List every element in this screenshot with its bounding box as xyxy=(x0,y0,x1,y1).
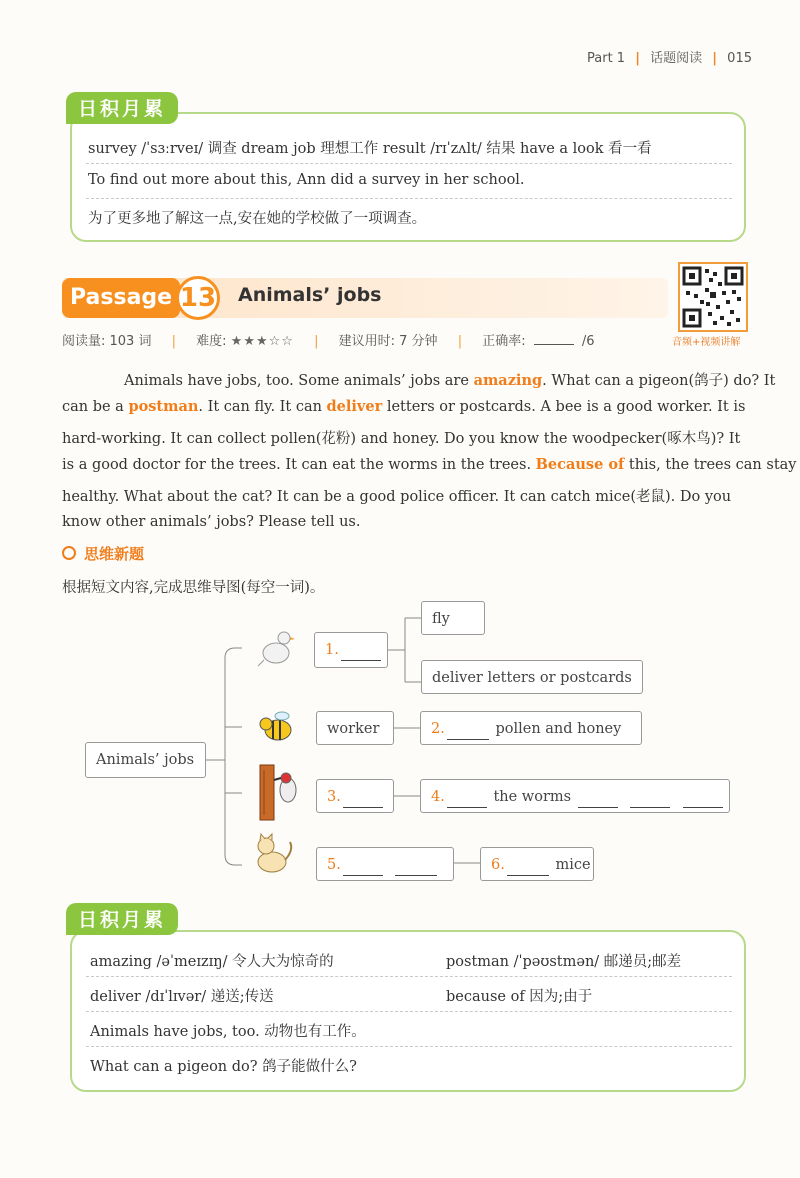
pigeon-icon xyxy=(258,632,295,666)
exercise-title: 思维新题 xyxy=(84,545,145,563)
part-label: Part 1 xyxy=(587,51,626,66)
vocab-box-1-tag: 日积月累 xyxy=(66,92,178,124)
page-header: Part 1 | 话题阅读 | 015 xyxy=(587,51,752,66)
blank-4[interactable]: 4. the worms xyxy=(420,779,730,813)
vocab-line: What can a pigeon do? 鸽子能做什么? xyxy=(90,1059,357,1075)
mind-map-root: Animals’ jobs xyxy=(85,742,206,778)
vocab-line: deliver /dɪˈlɪvər/ 递送;传送 xyxy=(90,989,274,1005)
passage-text: . What can a pigeon(鸽子) do? It xyxy=(542,373,776,389)
blank-3[interactable]: 3. xyxy=(316,779,394,813)
difficulty-stars: ★★★☆☆ xyxy=(230,334,294,349)
passage-text: Animals have jobs, too. Some animals’ jobs are xyxy=(124,373,474,389)
passage-text: this, the trees can stay xyxy=(624,457,797,473)
vocab-line: because of 因为;由于 xyxy=(446,989,593,1005)
qr-caption: 音频+视频讲解 xyxy=(672,337,741,348)
passage-title: Animals’ jobs xyxy=(238,284,382,306)
page-number: 015 xyxy=(727,51,752,66)
vocab-line: Animals have jobs, too. 动物也有工作。 xyxy=(90,1024,366,1040)
vocab-line: postman /ˈpəʊstmən/ 邮递员;邮差 xyxy=(446,954,682,970)
accuracy-label: 正确率: xyxy=(482,334,526,349)
node-fly: fly xyxy=(421,601,485,635)
blank-6[interactable]: 6. mice xyxy=(480,847,594,881)
passage-text: healthy. What about the cat? It can be a good police officer. It can catch mice(老鼠). Do you xyxy=(62,489,732,505)
cat-icon xyxy=(258,834,291,872)
passage-text: is a good doctor for the trees. It can eat the worms in the trees. xyxy=(62,457,536,473)
highlighted-word: Because of xyxy=(535,456,625,473)
bee-icon xyxy=(260,712,291,740)
passage-text: . It can fly. It can xyxy=(198,399,327,415)
vocab-line: 为了更多地了解这一点,安在她的学校做了一项调查。 xyxy=(88,211,427,227)
topic-label: 话题阅读 xyxy=(650,51,703,66)
blank-2[interactable]: 2. pollen and honey xyxy=(420,711,642,745)
vocab-box-2-tag: 日积月累 xyxy=(66,903,178,935)
accuracy-total: /6 xyxy=(581,334,595,349)
vocab-line: survey /ˈsɜːrveɪ/ 调查 dream job 理想工作 result /rɪˈzʌlt/ 结果 have a look 看一看 xyxy=(88,141,652,157)
woodpecker-icon xyxy=(260,765,296,820)
suggested-time: 建议用时: 7 分钟 xyxy=(338,334,438,349)
node-worker: worker xyxy=(316,711,394,745)
word-count: 阅读量: 103 词 xyxy=(62,334,152,349)
passage-number: 13 xyxy=(176,276,220,320)
highlighted-word: postman xyxy=(128,398,199,415)
passage-text: letters or postcards. A bee is a good worker. It is xyxy=(382,399,746,415)
passage-meta: 阅读量: 103 词 | 难度: ★★★☆☆ | 建议用时: 7 分钟 | 正确率: /6 xyxy=(62,334,595,349)
node-deliver: deliver letters or postcards xyxy=(421,660,643,694)
passage-label: Passage xyxy=(62,278,180,318)
exercise-instruction: 根据短文内容,完成思维导图(每空一词)。 xyxy=(62,580,325,596)
passage-text: hard-working. It can collect pollen(花粉) and honey. Do you know the woodpecker(啄木鸟)? It xyxy=(62,431,741,447)
blank-5[interactable]: 5. xyxy=(316,847,454,881)
passage-text: can be a xyxy=(62,399,129,415)
blank-1[interactable]: 1. xyxy=(314,632,388,668)
passage-text: know other animals’ jobs? Please tell us. xyxy=(62,514,361,530)
vocab-line: To find out more about this, Ann did a survey in her school. xyxy=(88,172,525,188)
highlighted-word: deliver xyxy=(326,398,383,415)
vocab-line: amazing /əˈmeɪzɪŋ/ 令人大为惊奇的 xyxy=(90,954,334,970)
difficulty-label: 难度: xyxy=(196,334,227,349)
highlighted-word: amazing xyxy=(473,372,543,389)
